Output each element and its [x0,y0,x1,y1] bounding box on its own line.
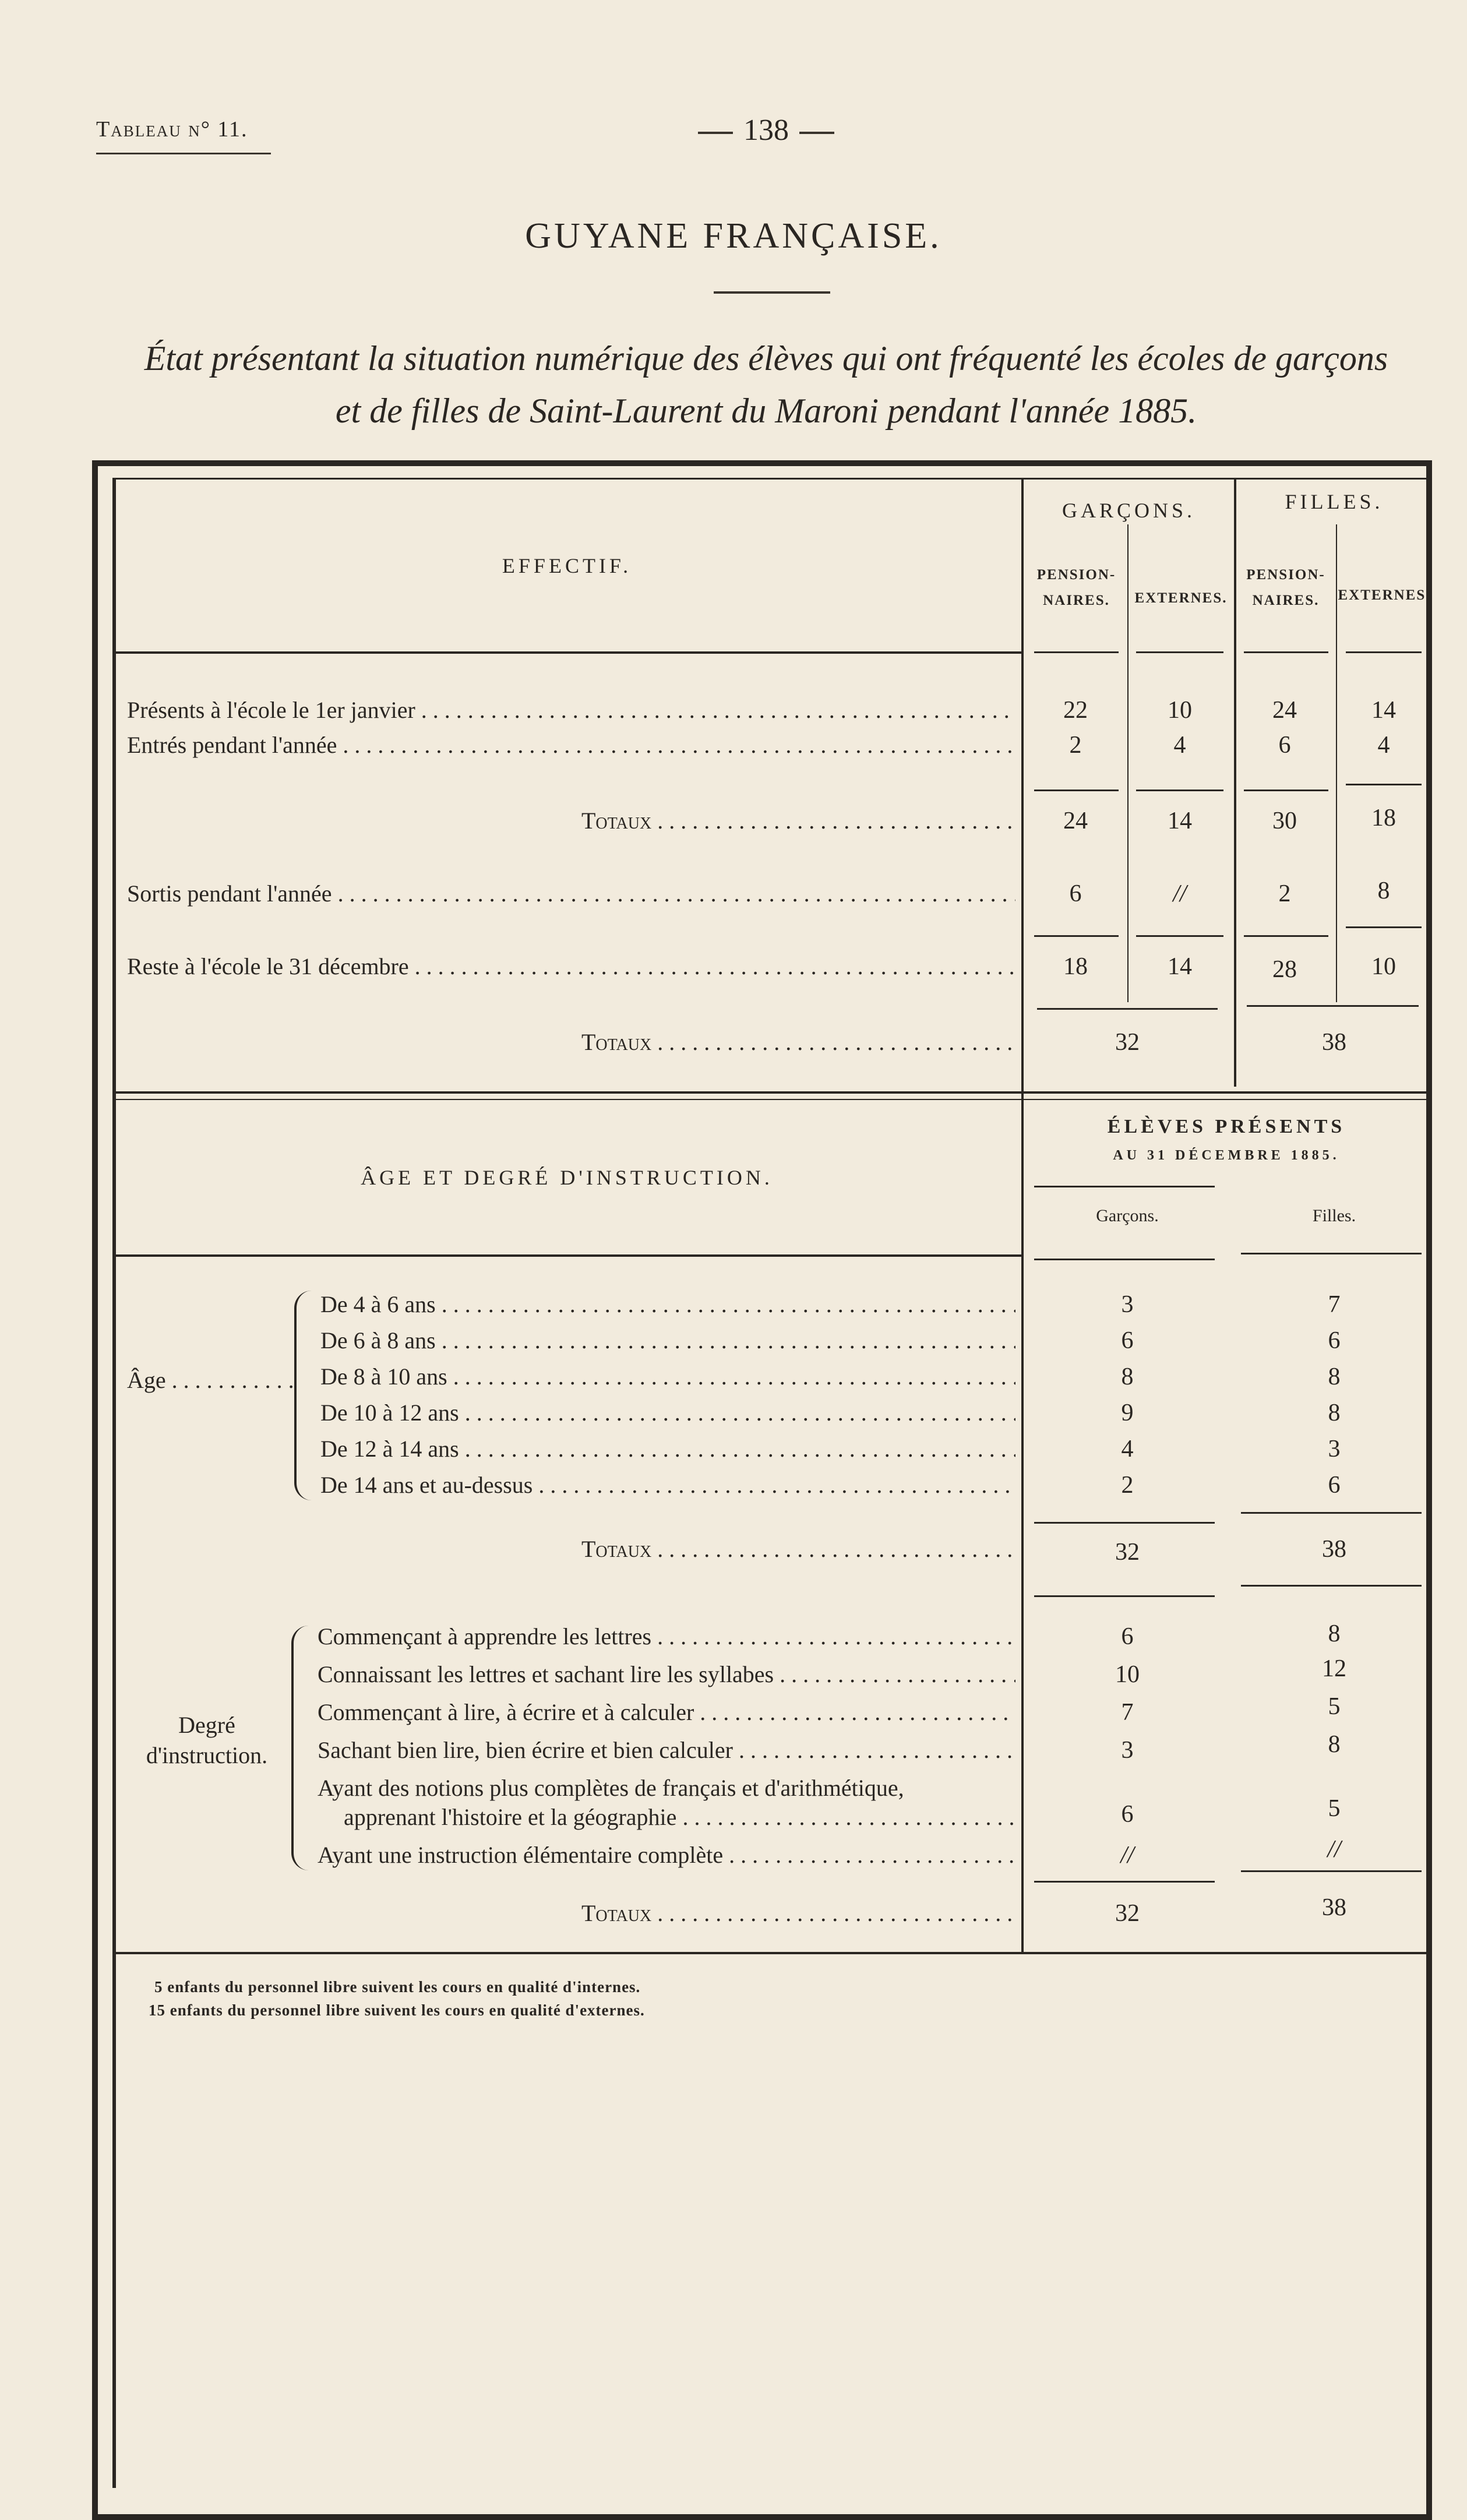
column-divider-main [1021,478,1024,1952]
footnote-1: 5 enfants du personnel libre suivent les cours en qualité d'internes. [154,1978,641,1996]
col-filles-externes: EXTERNES. [1338,587,1431,603]
cell-value: 10 [1371,953,1396,980]
table-number: Tableau n° 11. [96,117,248,142]
group-garcons: GARÇONS. [1062,499,1196,522]
degree-row-label: Sachant bien lire, bien écrire et bien calculer . . . [318,1736,1015,1764]
degree-row-label: Connaissant les lettres et sachant lire les syllabes . . . [318,1661,1015,1688]
subtitle-line-2: et de filles de Saint-Laurent du Maroni pendant l'année 1885. [335,392,1197,430]
degree-row-label: Ayant une instruction élémentaire complète . . . [318,1841,1015,1869]
rule-segment [1034,1595,1215,1597]
col-filles-pensionnaires [1236,562,1335,614]
cell-value: 9 [1121,1400,1134,1426]
cell-value: 8 [1328,1731,1341,1758]
cell-value: 5 [1328,1693,1341,1720]
footnote-2: 15 enfants du personnel libre suivent les cours en qualité d'externes. [149,2001,645,2019]
cell-value: 5 [1328,1795,1341,1822]
cell-value: 24 [1063,808,1088,834]
cell-value: 2 [1069,732,1082,759]
cell-value: 28 [1272,956,1297,983]
cell-value: 6 [1121,1327,1134,1354]
cell-value: // [1327,1836,1341,1863]
cell-value: 38 [1322,1894,1346,1921]
header-rule [96,153,271,154]
degree-row-label: Commençant à lire, à écrire et à calculer . . . [318,1698,1015,1726]
degree-row-label: Ayant des notions plus complètes de français et d'arithmétique, [318,1775,904,1801]
row-totaux-label: Totaux . . . [581,807,1015,834]
col-label-part: NAIRES. [1252,593,1320,608]
col-label-part: NAIRES. [1043,593,1110,608]
cell-value: 2 [1121,1472,1134,1499]
degree-row-label: Commençant à apprendre les lettres . . . [318,1623,1015,1650]
rule-segment [1241,1870,1422,1872]
title-rule [714,291,830,294]
degree-brace [291,1626,309,1870]
row-reste-label: Reste à l'école le 31 décembre . . . [127,953,1015,980]
cell-value: 24 [1272,697,1297,724]
degree-row-label-continued: apprenant l'histoire et la géographie . . . [344,1803,1015,1831]
rule-footnote-divider [112,1952,1432,1954]
rule-segment [1136,935,1223,937]
cell-value: 4 [1377,732,1390,759]
rule-segment [1034,651,1119,653]
present-subheading: AU 31 DÉCEMBRE 1885. [1113,1148,1340,1163]
rule-segment [1034,1186,1215,1187]
cell-value: 6 [1328,1327,1341,1354]
age-row-label: De 8 à 10 ans . . . [320,1363,1015,1390]
page-number: 138 [687,113,845,147]
rule-segment [1346,784,1422,785]
present-heading: ÉLÈVES PRÉSENTS [1107,1116,1346,1137]
rule-segment [1244,790,1328,791]
effectif-heading: EFFECTIF. [502,554,632,577]
column-divider-filles [1336,524,1337,1002]
page-title: GUYANE FRANÇAISE. [525,216,942,256]
row-presents-label: Présents à l'école le 1er janvier . . . [127,696,1015,724]
row-sortis-label: Sortis pendant l'année . . . [127,880,1015,907]
age-row-label: De 14 ans et au-dessus . . . [320,1471,1015,1499]
rule-segment [1136,790,1223,791]
age-row-label: De 10 à 12 ans . . . [320,1399,1015,1426]
cell-value: 7 [1121,1699,1134,1726]
cell-value: 10 [1168,697,1192,724]
row-entres-label: Entrés pendant l'année . . . [127,731,1015,759]
col-garcons: Garçons. [1096,1206,1159,1225]
rule-effectif-header [112,651,1021,654]
rule-section-divider-1 [112,1091,1432,1094]
rule-segment [1346,926,1422,928]
cell-value: 6 [1069,880,1082,907]
cell-value: 8 [1328,1400,1341,1426]
page-header [93,114,1433,151]
rule-segment [1244,935,1328,937]
cell-value: 38 [1322,1536,1346,1563]
rule-segment [1034,1881,1215,1883]
col-garcons-externes: EXTERNES. [1134,590,1228,606]
age-total-label: Totaux . . . [581,1535,1015,1563]
rule-segment [1346,651,1422,653]
cell-value: 8 [1377,877,1390,904]
col-filles: Filles. [1312,1206,1356,1225]
rule-segment [1247,1005,1419,1007]
rule-segment [1034,790,1119,791]
cell-value: 7 [1328,1291,1341,1318]
degree-label-part: Degré [178,1712,235,1738]
cell-value: 3 [1328,1436,1341,1462]
cell-value: 6 [1328,1472,1341,1499]
rule-segment [1034,1522,1215,1524]
cell-value: 14 [1168,808,1192,834]
rule-age-header [112,1254,1021,1257]
col-label-part: PENSION- [1036,567,1116,583]
age-heading: ÂGE ET DEGRÉ D'INSTRUCTION. [361,1166,773,1189]
cell-value: 4 [1173,732,1186,759]
cell-value: 6 [1121,1623,1134,1650]
cell-value: 6 [1278,732,1291,759]
rule-segment [1136,651,1223,653]
age-label: Âge . . . [127,1366,296,1394]
cell-value: // [1173,880,1187,907]
cell-value: // [1120,1842,1134,1869]
rule-segment [1241,1512,1422,1514]
cell-value: 4 [1121,1436,1134,1462]
cell-value: 32 [1115,1029,1140,1056]
cell-value: 2 [1278,880,1291,907]
age-brace [294,1291,312,1500]
page-subtitle [87,332,1445,437]
cell-value: 14 [1168,953,1192,980]
cell-value: 18 [1371,805,1396,831]
rule-segment [1034,1259,1215,1260]
cell-value: 14 [1371,697,1396,724]
cell-value: 8 [1328,1363,1341,1390]
cell-value: 32 [1115,1900,1140,1927]
age-row-label: De 4 à 6 ans . . . [320,1291,1015,1318]
degree-total-label: Totaux . . . [581,1899,1015,1927]
group-filles: FILLES. [1285,490,1384,513]
degree-label [119,1710,294,1771]
rule-segment [1037,1008,1218,1010]
cell-value: 38 [1322,1029,1346,1056]
cell-value: 18 [1063,953,1088,980]
cell-value: 3 [1121,1737,1134,1764]
cell-value: 8 [1328,1620,1341,1647]
rule-segment [1034,935,1119,937]
cell-value: 10 [1115,1661,1140,1688]
degree-label-part: d'instruction. [146,1742,268,1768]
cell-value: 8 [1121,1363,1134,1390]
col-label-part: PENSION- [1246,567,1325,583]
rule-section-divider-2 [112,1099,1432,1100]
rule-segment [1244,651,1328,653]
row-grand-total-label: Totaux . . . [581,1028,1015,1056]
age-row-label: De 6 à 8 ans . . . [320,1327,1015,1354]
rule-segment [1241,1253,1422,1254]
rule-segment [1241,1585,1422,1587]
cell-value: 30 [1272,808,1297,834]
cell-value: 22 [1063,697,1088,724]
col-garcons-pensionnaires [1025,562,1127,614]
cell-value: 3 [1121,1291,1134,1318]
age-row-label: De 12 à 14 ans . . . [320,1435,1015,1462]
cell-value: 12 [1322,1655,1346,1682]
cell-value: 6 [1121,1801,1134,1828]
subtitle-line-1: État présentant la situation numérique des élèves qui ont fréquenté les écoles de garçons [144,339,1388,378]
cell-value: 32 [1115,1539,1140,1566]
